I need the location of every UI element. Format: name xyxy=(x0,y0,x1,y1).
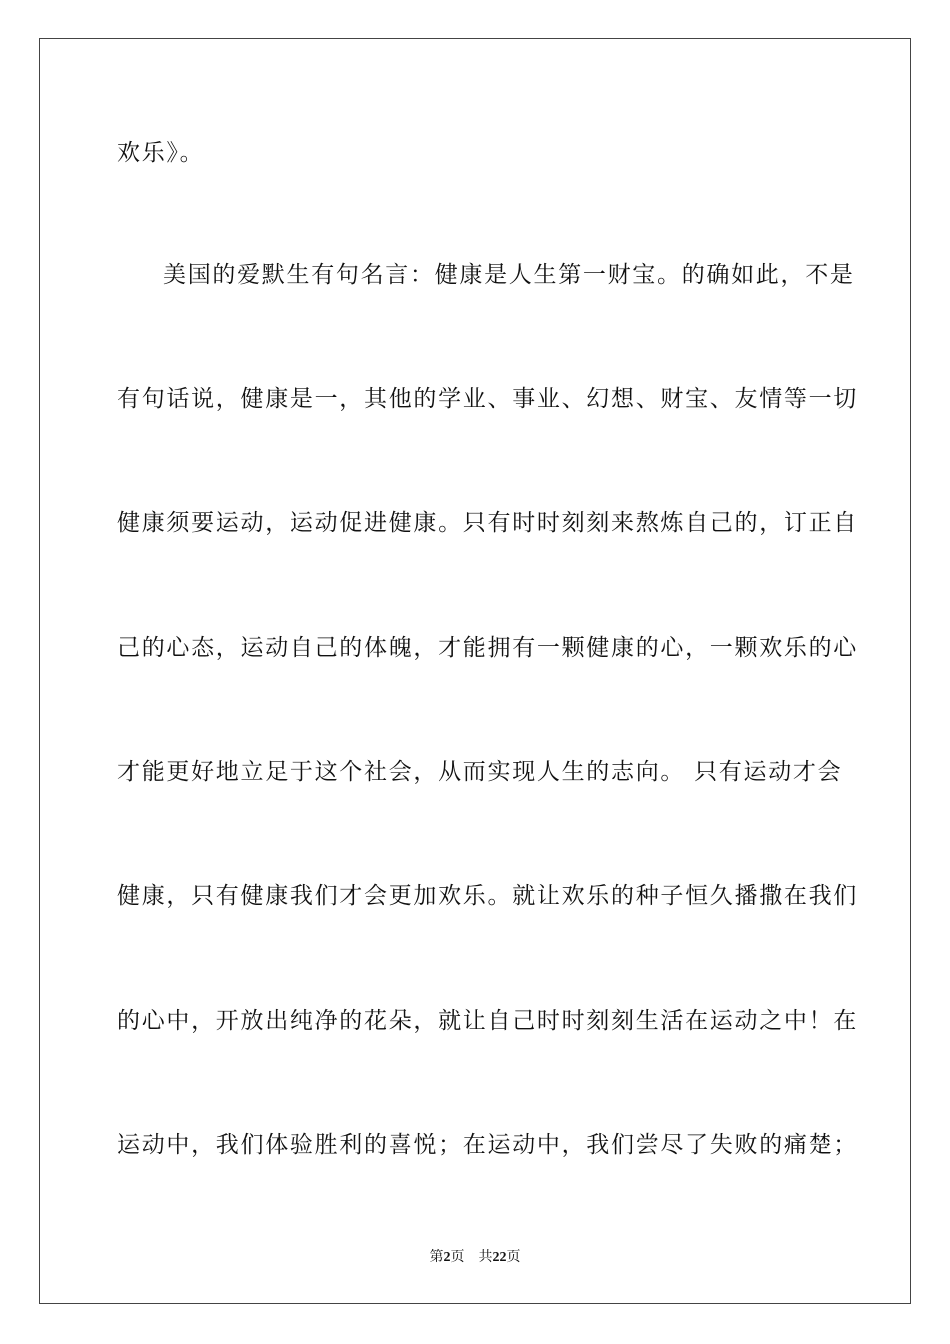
page-prefix: 第 xyxy=(429,1249,444,1265)
text-line-5: 己的心态，运动自己的体魄，才能拥有一颗健康的心，一颗欢乐的心 xyxy=(117,635,858,661)
text-line-3: 有句话说，健康是一，其他的学业、事业、幻想、财宝、友情等一切 xyxy=(117,386,858,412)
total-prefix: 共 xyxy=(478,1249,493,1265)
page-footer xyxy=(0,1247,950,1268)
text-line-1: 欢乐》。 xyxy=(117,140,205,166)
page-border xyxy=(39,38,911,1304)
text-line-9: 运动中，我们体验胜利的喜悦；在运动中，我们尝尽了失败的痛楚； xyxy=(117,1132,858,1158)
page-number: 2 xyxy=(443,1250,451,1265)
total-suffix: 页 xyxy=(506,1249,521,1265)
text-line-8: 的心中，开放出纯净的花朵，就让自己时时刻刻生活在运动之中！在 xyxy=(117,1008,858,1034)
text-line-7: 健康，只有健康我们才会更加欢乐。就让欢乐的种子恒久播撒在我们 xyxy=(117,883,858,909)
text-line-4: 健康须要运动，运动促进健康。只有时时刻刻来熬炼自己的，订正自 xyxy=(117,510,858,536)
total-pages: 22 xyxy=(492,1250,507,1265)
text-line-2: 美国的爱默生有句名言：健康是人生第一财宝。的确如此，不是 xyxy=(163,262,855,288)
text-line-6: 才能更好地立足于这个社会，从而实现人生的志向。 只有运动才会 xyxy=(117,759,843,785)
page-suffix: 页 xyxy=(450,1249,465,1265)
